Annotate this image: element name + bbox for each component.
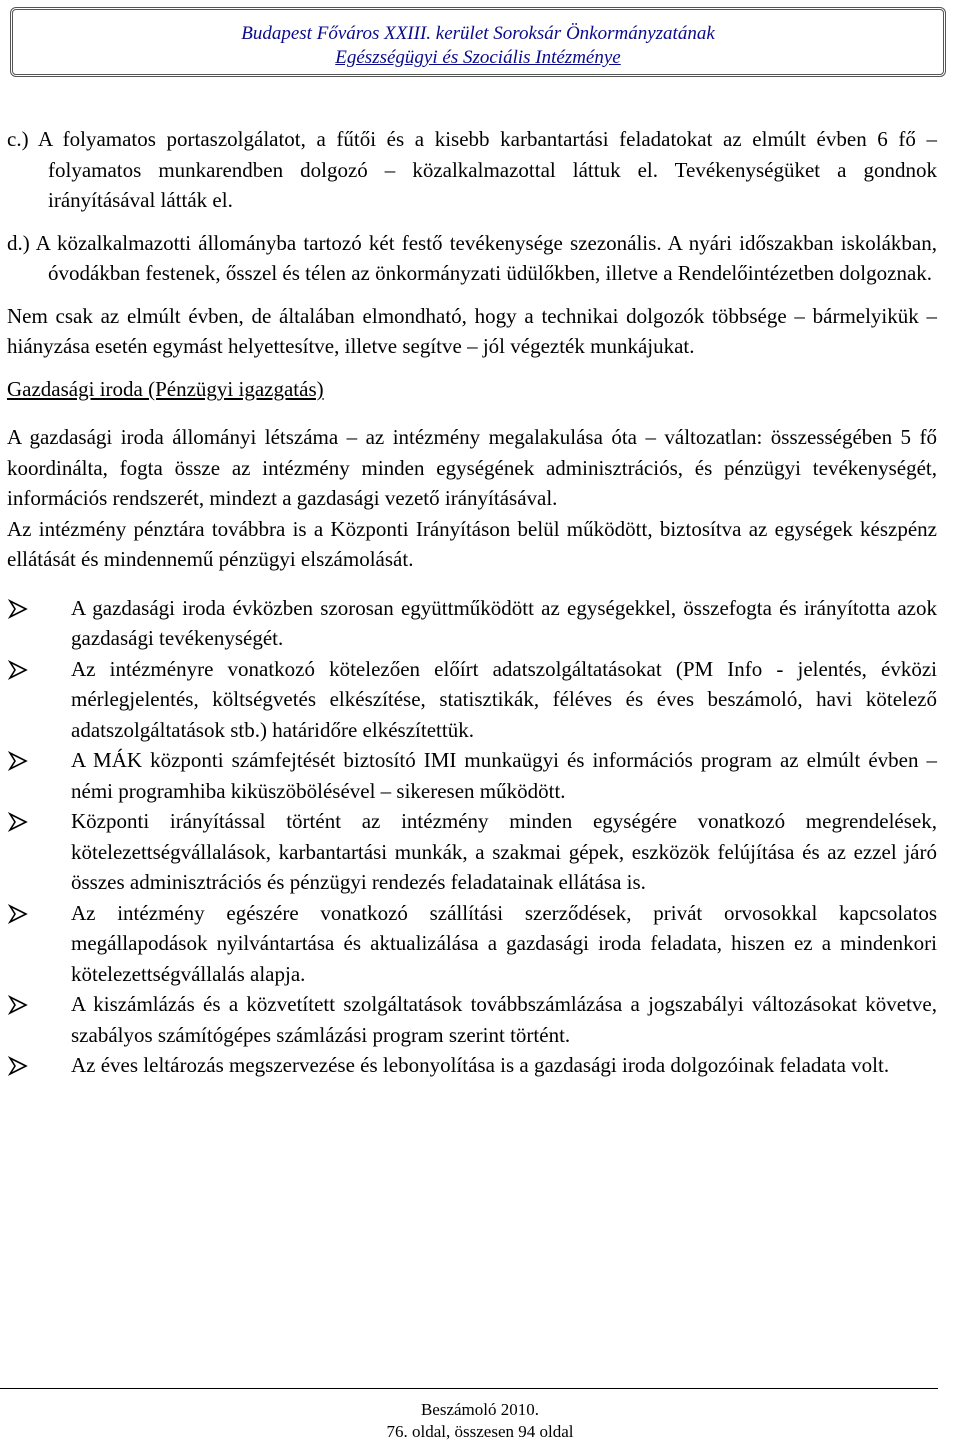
- header-line-2: Egészségügyi és Szociális Intézménye: [335, 47, 621, 68]
- section-heading: Gazdasági iroda (Pénzügyi igazgatás): [7, 376, 324, 401]
- paragraph-d: d.) A közalkalmazotti állományba tartozó két festő tevékenysége szezonális. A nyári időszakban iskolákban, óvodákban festenek, ősszel és télen az önkormányzati üdülőkben, illetve a Rendelőintézetben dolgoznak.: [7, 230, 937, 285]
- footer-divider: [0, 1388, 938, 1389]
- list-item-text: Az éves leltározás megszervezése és lebonyolítása is a gazdasági iroda dolgozóinak feladata volt.: [71, 1053, 890, 1077]
- arrow-bullet-icon: [7, 904, 29, 924]
- list-item-text: Az intézményre vonatkozó kötelezően előírt adatszolgáltatásokat (PM Info - jelentés, évközi mérlegjelentés, költségvetés elkészítése, statisztikák, féléves és éves beszámoló, havi kötelező adatszolgáltatások stb.) határidőre elkészítettük.: [71, 656, 937, 742]
- list-item: [7, 593, 937, 654]
- list-item-text: A kiszámlázás és a közvetített szolgáltatások továbbszámlázása a jogszabályi változásokat követve, szabályos számítógépes számlázási program szerint történt.: [71, 992, 937, 1047]
- page-content: [7, 124, 937, 1081]
- arrow-bullet-icon: [7, 995, 29, 1015]
- document-header: [10, 7, 946, 77]
- header-line-1: Budapest Főváros XXIII. kerület Soroksár Önkormányzatának: [241, 23, 715, 44]
- footer-title: Beszámoló 2010.: [420, 1400, 540, 1419]
- list-item-text: A MÁK központi számfejtését biztosító IMI munkaügyi és információs program az elmúlt évben – némi programhiba kiküszöbölésével – sikeresen működött.: [71, 748, 937, 803]
- list-item: [7, 654, 937, 746]
- page-number: 76. oldal, összesen 94 oldal: [386, 1422, 574, 1441]
- list-item: [7, 806, 937, 898]
- paragraph-c: c.) A folyamatos portaszolgálatot, a fűtői és a kisebb karbantartási feladatokat az elmúlt évben 6 fő – folyamatos munkarendben dolgozó – közalkalmazottal láttuk el. Tevékenységüket a gondnok irányításával látták el.: [7, 127, 937, 212]
- arrow-bullet-icon: [7, 599, 29, 619]
- arrow-bullet-icon: [7, 812, 29, 832]
- paragraph-technical-staff: Nem csak az elmúlt évben, de általában elmondható, hogy a technikai dolgozók többsége – bármelyikük – hiányzása esetén egymást helyettesítve, illetve segítve – jól végezték munkájukat.: [7, 303, 937, 358]
- list-item: [7, 1050, 937, 1081]
- paragraph-cash-desk: Az intézmény pénztára továbbra is a Központi Irányításon belül működött, biztosítva az egységek készpénz ellátását és mindennemű pénzügyi elszámolását.: [7, 516, 937, 571]
- list-item: [7, 745, 937, 806]
- list-item: [7, 898, 937, 990]
- arrow-bullet-icon: [7, 660, 29, 680]
- arrow-bullet-icon: [7, 751, 29, 771]
- paragraph-finance-office: A gazdasági iroda állományi létszáma – az intézmény megalakulása óta – változatlan: összességében 5 fő koordinálta, fogta össze az intézmény minden egységének adminisztrációs, és pénzügyi tevékenységét, információs rendszerét, mindezt a gazdasági vezető irányításával.: [7, 425, 937, 510]
- list-item-text: Az intézmény egészére vonatkozó szállítási szerződések, privát orvosokkal kapcsolatos megállapodások nyilvántartása és aktualizálása a gazdasági iroda feladata, hiszen ez a mindenkori kötelezettségvállalás alapja.: [71, 900, 937, 986]
- bullet-list: [7, 593, 937, 1081]
- arrow-bullet-icon: [7, 1056, 29, 1076]
- list-item: [7, 989, 937, 1050]
- list-item-text: Központi irányítással történt az intézmény minden egységére vonatkozó megrendelések, kötelezettségvállalások, karbantartási munkák, a szakmai gépek, eszközök felújítása és az ezzel járó összes adminisztrációs és pénzügyi rendezés feladatainak ellátása is.: [71, 809, 937, 894]
- list-item-text: A gazdasági iroda évközben szorosan együttműködött az egységekkel, összefogta és irányította azok gazdasági tevékenységét.: [71, 595, 937, 650]
